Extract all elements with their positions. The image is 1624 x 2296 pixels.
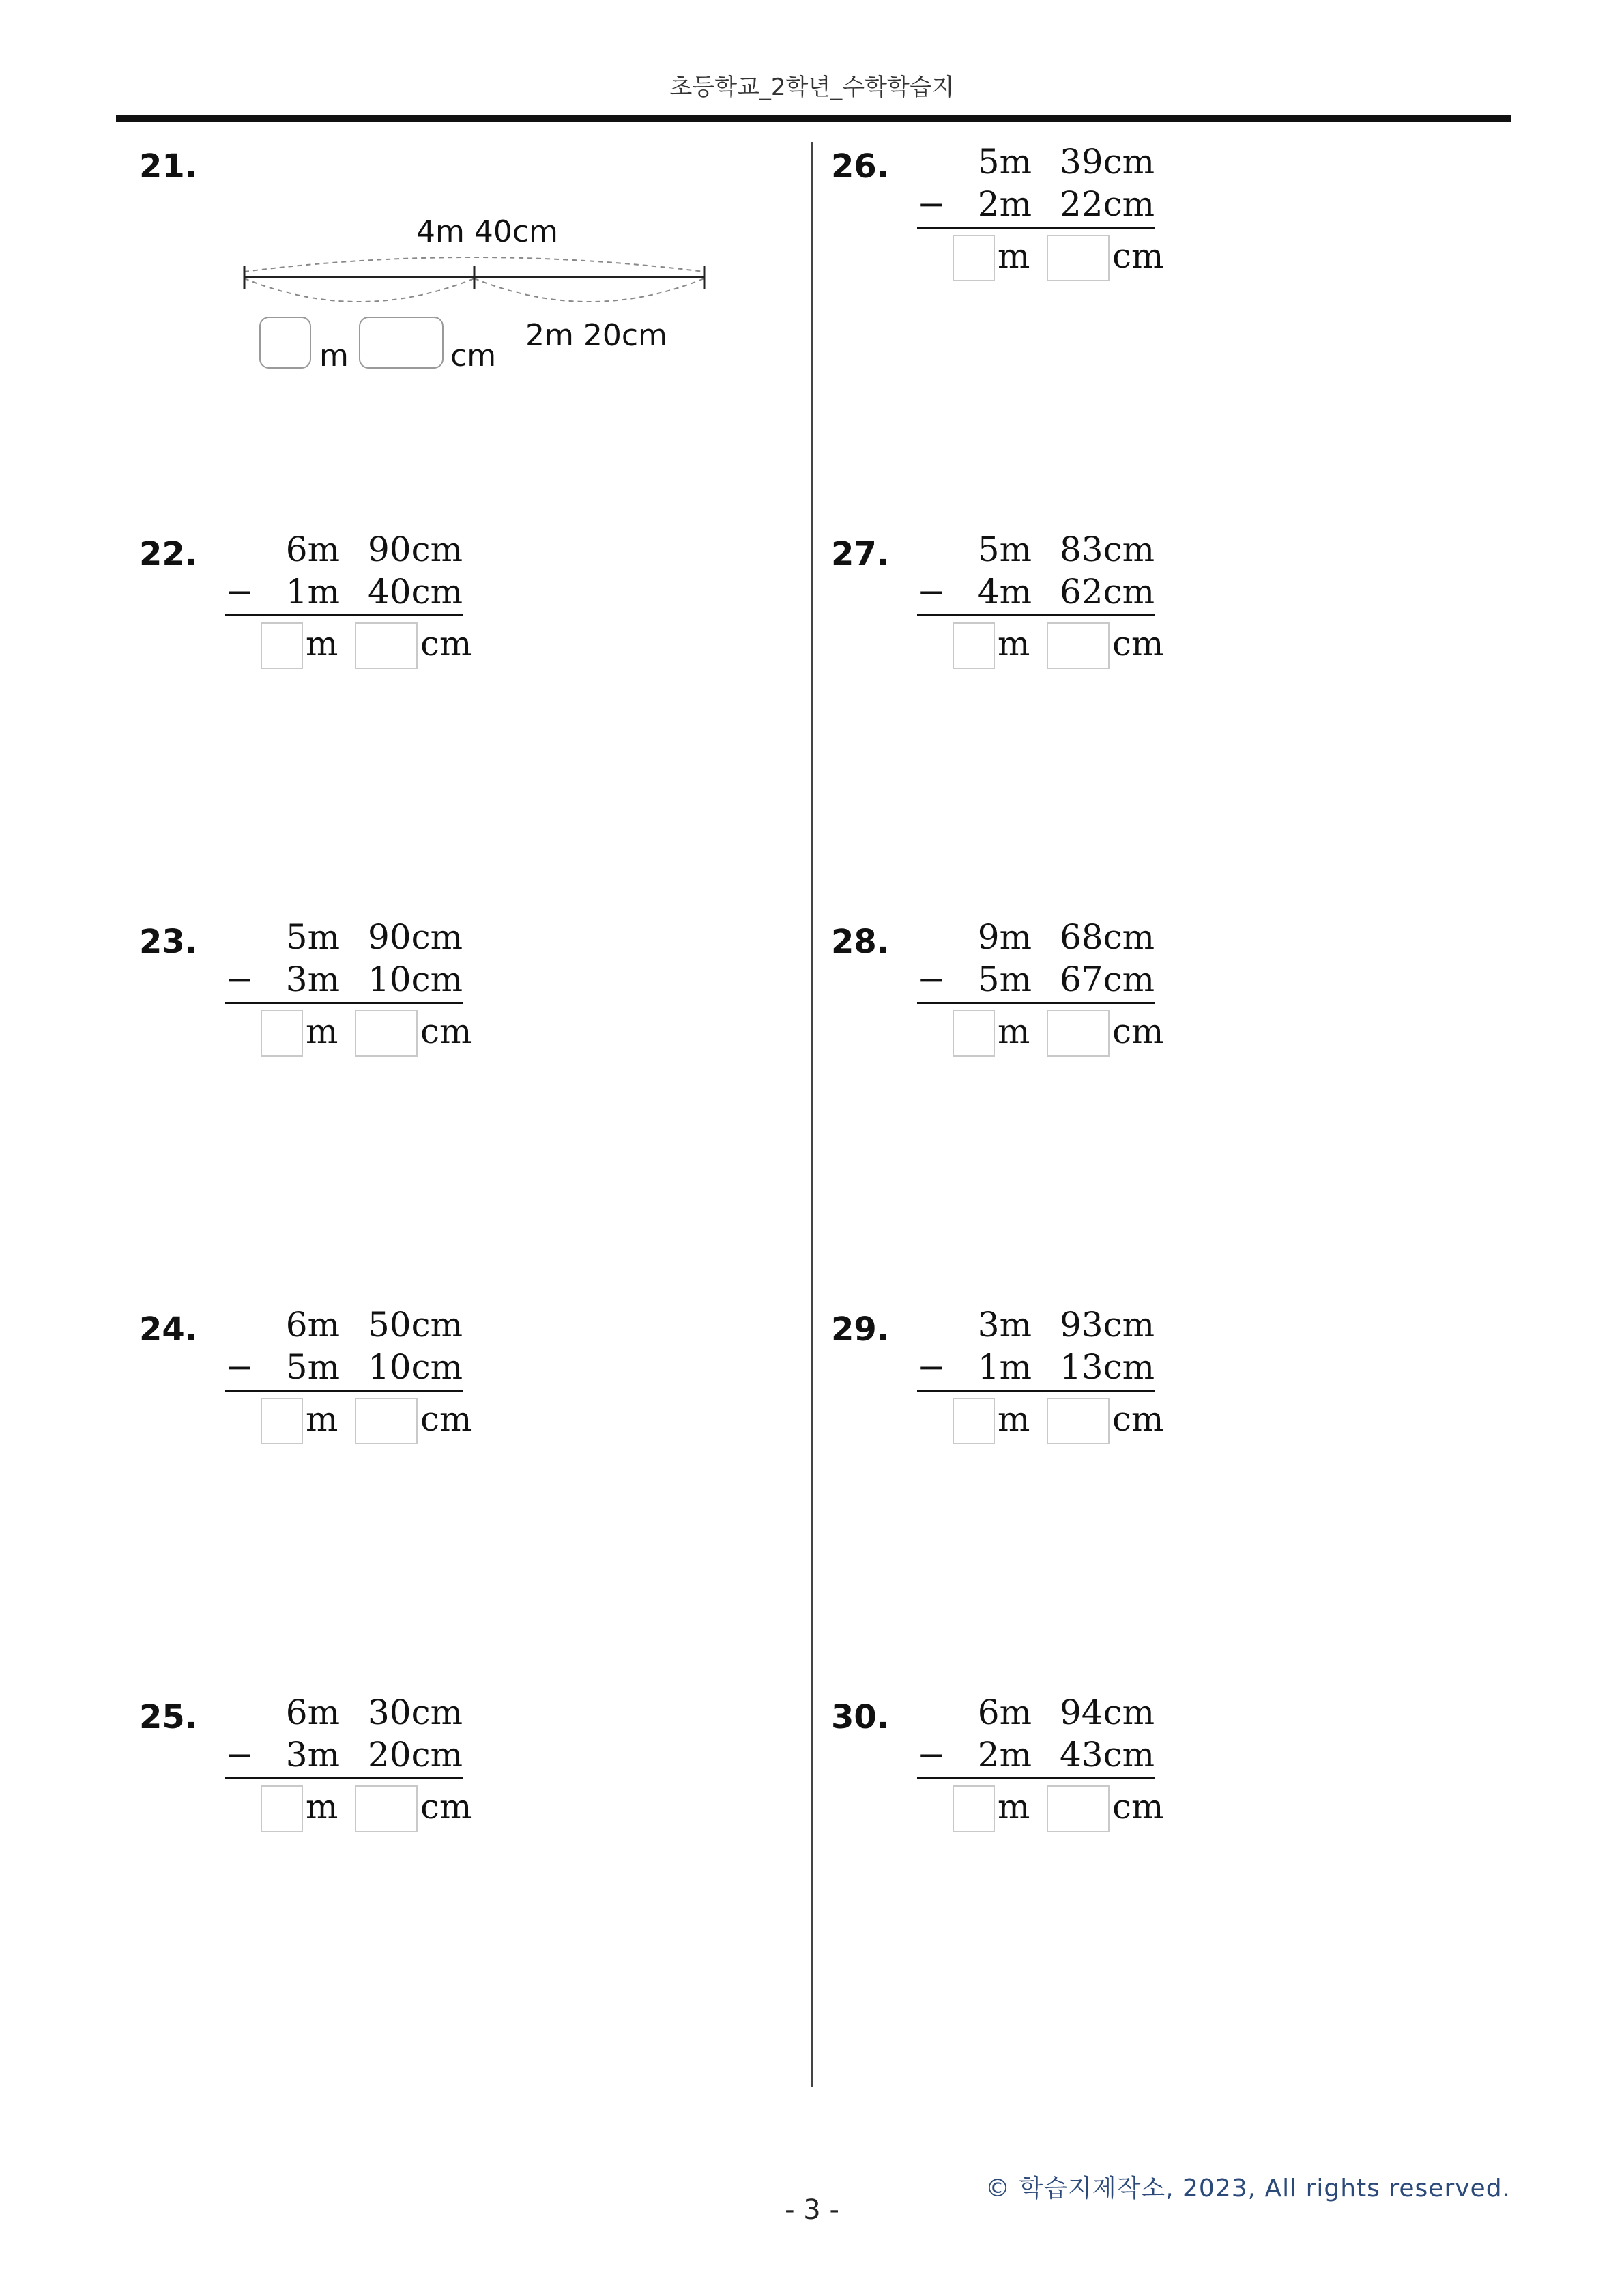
unit-cm: cm: [1112, 624, 1164, 663]
answer-rule: [225, 1390, 463, 1392]
minuend-m: 5m: [977, 142, 1032, 182]
unit-m: m: [998, 236, 1030, 276]
minus-sign: −: [225, 1735, 254, 1775]
answer-box-m[interactable]: [261, 622, 303, 669]
unit-m: m: [319, 339, 349, 373]
subtrahend-row: [917, 572, 1163, 616]
problem-30: [831, 1693, 1309, 1862]
subtraction: [917, 142, 1163, 306]
answer-box-cm[interactable]: [1047, 622, 1110, 669]
unit-cm: cm: [420, 1011, 472, 1051]
problem-26: [831, 142, 1309, 311]
minuend-cm: 30cm: [367, 1693, 463, 1732]
problem-number: 26.: [831, 147, 890, 186]
answer-box-m[interactable]: [261, 1398, 303, 1444]
unit-m: m: [998, 1787, 1030, 1826]
minus-sign: −: [917, 572, 946, 612]
minus-sign: −: [225, 960, 254, 999]
subtrahend-cm: 43cm: [1059, 1735, 1155, 1775]
unit-m: m: [998, 624, 1030, 663]
minuend-m: 6m: [285, 530, 340, 569]
unit-cm: cm: [420, 624, 472, 663]
minuend-m: 5m: [977, 530, 1032, 569]
subtraction: [917, 1693, 1163, 1856]
answer-box-m[interactable]: [953, 235, 995, 281]
problem-number: 23.: [139, 923, 198, 961]
unit-cm: cm: [420, 1399, 472, 1439]
subtrahend-row: [225, 1735, 471, 1779]
minuend-row: [917, 530, 1163, 573]
subtrahend-m: 4m: [977, 572, 1032, 612]
right-part-arc: [474, 278, 704, 302]
minuend-cm: 39cm: [1059, 142, 1155, 182]
left-part-arc: [244, 278, 474, 302]
answer-rule: [225, 614, 463, 616]
minuend-row: [225, 917, 471, 961]
minuend-cm: 68cm: [1059, 917, 1155, 957]
subtrahend-cm: 22cm: [1059, 184, 1155, 224]
problem-21: [139, 147, 753, 407]
subtrahend-cm: 10cm: [367, 1347, 463, 1387]
answer-box-cm[interactable]: [1047, 1785, 1110, 1832]
answer-box-m[interactable]: [261, 1010, 303, 1057]
subtrahend-m: 2m: [977, 1735, 1032, 1775]
problem-27: [831, 530, 1309, 699]
minuend-m: 6m: [285, 1305, 340, 1345]
minuend-cm: 50cm: [367, 1305, 463, 1345]
answer-box-cm[interactable]: [355, 1785, 418, 1832]
minus-sign: −: [917, 184, 946, 224]
minuend-row: [225, 1305, 471, 1349]
subtrahend-cm: 40cm: [367, 572, 463, 612]
unit-m: m: [998, 1399, 1030, 1439]
minuend-m: 6m: [285, 1693, 340, 1732]
answer-rule: [917, 1777, 1155, 1779]
page-header: 초등학교_2학년_수학학습지: [669, 74, 955, 101]
problem-24: [139, 1305, 617, 1474]
unit-m: m: [306, 624, 338, 663]
problem-number: 25.: [139, 1698, 198, 1736]
answer-box-cm[interactable]: [355, 622, 418, 669]
total-length-label: 4m 40cm: [416, 214, 558, 249]
column-divider: [811, 142, 813, 2087]
subtrahend-row: [917, 960, 1163, 1003]
unit-cm: cm: [450, 339, 497, 373]
subtrahend-row: [917, 1735, 1163, 1779]
unit-cm: cm: [420, 1787, 472, 1826]
minuend-m: 9m: [977, 917, 1032, 957]
answer-rule: [917, 614, 1155, 616]
subtrahend-m: 5m: [285, 1347, 340, 1387]
answer-box-m[interactable]: [953, 1010, 995, 1057]
subtrahend-row: [917, 1347, 1163, 1391]
minuend-cm: 83cm: [1059, 530, 1155, 569]
minuend-row: [917, 1693, 1163, 1736]
subtraction: [917, 917, 1163, 1081]
subtrahend-m: 3m: [285, 960, 340, 999]
minus-sign: −: [225, 1347, 254, 1387]
subtrahend-cm: 20cm: [367, 1735, 463, 1775]
subtrahend-row: [225, 572, 471, 616]
minus-sign: −: [225, 572, 254, 612]
answer-box-cm[interactable]: [355, 1010, 418, 1057]
subtrahend-row: [225, 960, 471, 1003]
part-length-label: 2m 20cm: [525, 318, 667, 353]
header-rule: [116, 115, 1511, 122]
problem-25: [139, 1693, 617, 1862]
subtrahend-cm: 62cm: [1059, 572, 1155, 612]
subtrahend-m: 5m: [977, 960, 1032, 999]
answer-box-cm[interactable]: [1047, 1010, 1110, 1057]
problem-number: 22.: [139, 535, 198, 573]
page-number: - 3 -: [785, 2194, 839, 2226]
minuend-cm: 90cm: [367, 530, 463, 569]
answer-box-cm[interactable]: [355, 1398, 418, 1444]
minuend-row: [917, 1305, 1163, 1349]
minuend-m: 5m: [285, 917, 340, 957]
subtrahend-row: [225, 1347, 471, 1391]
minus-sign: −: [917, 1347, 946, 1387]
answer-box-m[interactable]: [261, 1785, 303, 1832]
subtraction: [225, 530, 471, 693]
subtrahend-cm: 13cm: [1059, 1347, 1155, 1387]
problem-number: 27.: [831, 535, 890, 573]
minuend-row: [225, 530, 471, 573]
problem-number: 24.: [139, 1310, 198, 1349]
unit-cm: cm: [1112, 1011, 1164, 1051]
minuend-row: [917, 917, 1163, 961]
subtraction: [225, 1693, 471, 1856]
unit-m: m: [998, 1011, 1030, 1051]
answer-rule: [917, 1390, 1155, 1392]
minus-sign: −: [917, 960, 946, 999]
answer-box-m[interactable]: [953, 622, 995, 669]
problem-number: 21.: [139, 147, 198, 186]
answer-rule: [225, 1777, 463, 1779]
answer-box-m[interactable]: [953, 1785, 995, 1832]
problem-28: [831, 917, 1309, 1087]
subtrahend-cm: 67cm: [1059, 960, 1155, 999]
answer-box-cm[interactable]: [359, 317, 444, 369]
minuend-row: [917, 142, 1163, 186]
subtraction: [917, 1305, 1163, 1469]
problem-number: 30.: [831, 1698, 890, 1736]
problem-22: [139, 530, 617, 699]
answer-rule: [225, 1002, 463, 1004]
unit-m: m: [306, 1399, 338, 1439]
subtrahend-m: 1m: [285, 572, 340, 612]
problem-number: 28.: [831, 923, 890, 961]
unit-cm: cm: [1112, 1787, 1164, 1826]
subtrahend-cm: 10cm: [367, 960, 463, 999]
answer-box-cm[interactable]: [1047, 1398, 1110, 1444]
subtrahend-row: [917, 184, 1163, 228]
answer-box-m[interactable]: [259, 317, 311, 369]
unit-m: m: [306, 1787, 338, 1826]
problem-number: 29.: [831, 1310, 890, 1349]
subtraction: [225, 1305, 471, 1469]
subtrahend-m: 1m: [977, 1347, 1032, 1387]
minuend-cm: 93cm: [1059, 1305, 1155, 1345]
minuend-cm: 90cm: [367, 917, 463, 957]
unit-cm: cm: [1112, 236, 1164, 276]
minus-sign: −: [917, 1735, 946, 1775]
unit-cm: cm: [1112, 1399, 1164, 1439]
subtrahend-m: 3m: [285, 1735, 340, 1775]
subtraction: [225, 917, 471, 1081]
answer-rule: [917, 227, 1155, 229]
subtrahend-m: 2m: [977, 184, 1032, 224]
answer-rule: [917, 1002, 1155, 1004]
length-diagram: [139, 147, 753, 325]
answer-box-cm[interactable]: [1047, 235, 1110, 281]
problem-29: [831, 1305, 1309, 1474]
minuend-m: 6m: [977, 1693, 1032, 1732]
minuend-cm: 94cm: [1059, 1693, 1155, 1732]
subtraction: [917, 530, 1163, 693]
answer-box-m[interactable]: [953, 1398, 995, 1444]
minuend-m: 3m: [977, 1305, 1032, 1345]
minuend-row: [225, 1693, 471, 1736]
copyright: © 학습지제작소, 2023, All rights reserved.: [985, 2175, 1511, 2202]
problem-23: [139, 917, 617, 1087]
unit-m: m: [306, 1011, 338, 1051]
